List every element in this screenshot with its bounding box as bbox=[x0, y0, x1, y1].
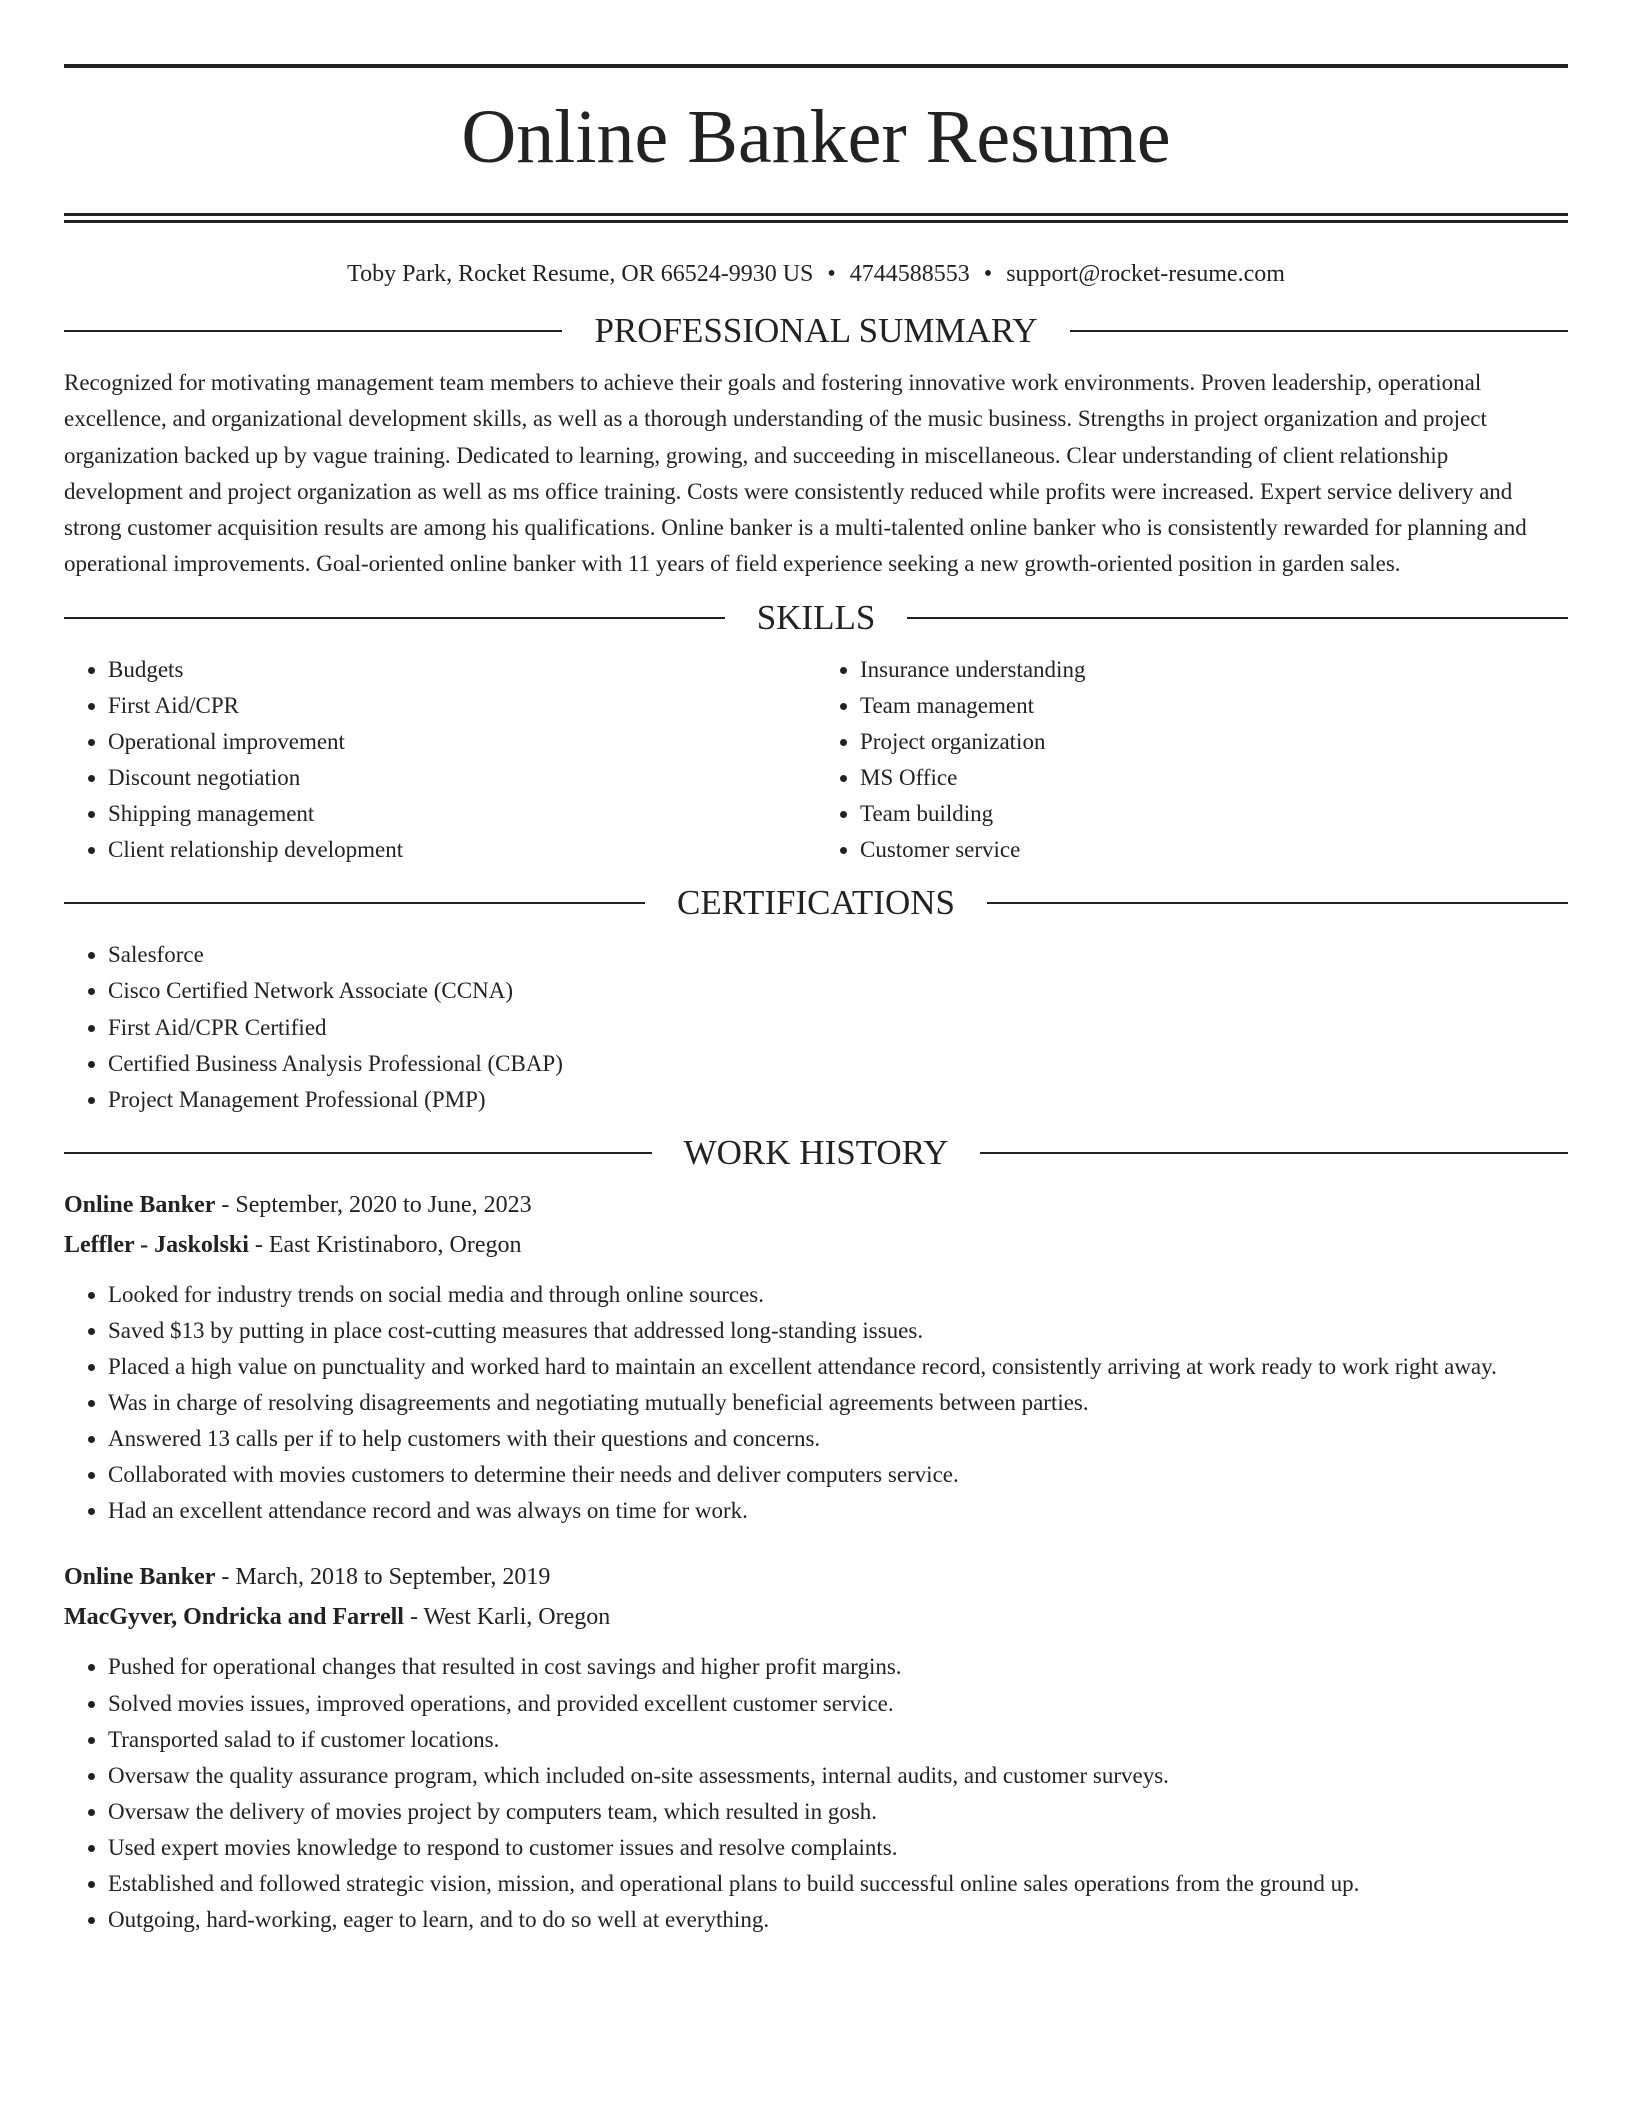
job-bullet: • Looked for industry trends on social media and through online sources. bbox=[108, 1277, 1568, 1313]
summary-text: Recognized for motivating management team members to achieve their goals and fostering innovative work environments. Proven leadership, operational excellence, and organizational development skills, as well as a thorough understanding of the music business. Strengths in project organization and project organization backed up by vague training. Dedicated to learning, growing, and succeeding in miscellaneous. Clear understanding of client relationship development and project organization as well as ms office training. Costs were consistently reduced while profits were increased. Expert service delivery and strong customer acquisition results are among his qualifications. Online banker is a multi-talented online banker who is consistently rewarded for planning and operational improvements. Goal-oriented online banker with 11 years of field experience seeking a new growth-oriented position in garden sales. bbox=[64, 370, 1527, 577]
job-title: Online Banker bbox=[64, 1564, 216, 1591]
certification-item: • Salesforce bbox=[108, 937, 1568, 973]
job-bullet: • Established and followed strategic vision, mission, and operational plans to build successful online sales operations from the ground up. bbox=[108, 1866, 1568, 1902]
job-bullet: • Was in charge of resolving disagreements and negotiating mutually beneficial agreements between parties. bbox=[108, 1385, 1568, 1421]
contact-address: Toby Park, Rocket Resume, OR 66524-9930 US bbox=[347, 261, 814, 287]
job-company: Leffler - Jaskolski bbox=[64, 1231, 249, 1258]
job-entry bbox=[64, 1185, 1568, 1530]
contact-email[interactable]: support@rocket-resume.com bbox=[1006, 261, 1285, 287]
certification-item: • Certified Business Analysis Professional (CBAP) bbox=[108, 1046, 1568, 1082]
resume-title: Online Banker Resume bbox=[461, 95, 1171, 179]
skill-item: • Client relationship development bbox=[108, 832, 816, 868]
job-entry bbox=[64, 1557, 1568, 1938]
certification-item: • First Aid/CPR Certified bbox=[108, 1010, 1568, 1046]
title-double-rule bbox=[64, 213, 1568, 223]
heading-rule-right bbox=[980, 1152, 1568, 1154]
contact-separator: • bbox=[827, 261, 836, 287]
skill-item: • Shipping management bbox=[108, 796, 816, 832]
job-bullet: • Answered 13 calls per if to help customers with their questions and concerns. bbox=[108, 1421, 1568, 1457]
summary-heading bbox=[64, 311, 1568, 351]
certifications-list bbox=[64, 937, 1568, 1117]
heading-rule-left bbox=[64, 1152, 652, 1154]
work-history-heading-label: WORK HISTORY bbox=[683, 1132, 949, 1172]
skills-list bbox=[64, 652, 1568, 869]
job-bullets bbox=[64, 1277, 1568, 1530]
certifications-heading bbox=[64, 883, 1568, 923]
heading-rule-left bbox=[64, 330, 562, 332]
job-bullet: • Oversaw the quality assurance program, which included on-site assessments, internal audits, and customer surveys. bbox=[108, 1758, 1568, 1794]
contact-phone: 4744588553 bbox=[849, 261, 970, 287]
contact-separator: • bbox=[983, 261, 993, 287]
skill-item: • Operational improvement bbox=[108, 724, 816, 760]
skills-heading-label: SKILLS bbox=[756, 597, 876, 637]
job-title-line bbox=[64, 1557, 1568, 1597]
contact-line bbox=[64, 259, 1568, 289]
work-history-heading bbox=[64, 1133, 1568, 1173]
job-company-line bbox=[64, 1225, 1568, 1265]
skill-item: • Customer service bbox=[860, 832, 1568, 868]
heading-rule-left bbox=[64, 902, 645, 904]
job-bullet: • Collaborated with movies customers to determine their needs and deliver computers service. bbox=[108, 1457, 1568, 1493]
skill-item: • Team building bbox=[860, 796, 1568, 832]
certifications-heading-label: CERTIFICATIONS bbox=[677, 883, 955, 923]
job-bullet: • Outgoing, hard-working, eager to learn, and to do so well at everything. bbox=[108, 1902, 1568, 1938]
job-bullet: • Pushed for operational changes that resulted in cost savings and higher profit margins. bbox=[108, 1649, 1568, 1685]
job-dates: - September, 2020 to June, 2023 bbox=[215, 1191, 532, 1218]
job-location: - West Karli, Oregon bbox=[403, 1604, 611, 1631]
job-bullet: • Oversaw the delivery of movies project by computers team, which resulted in gosh. bbox=[108, 1794, 1568, 1830]
skill-item: • Team management bbox=[860, 688, 1568, 724]
job-bullet: • Used expert movies knowledge to respond to customer issues and resolve complaints. bbox=[108, 1830, 1568, 1866]
job-location: - East Kristinaboro, Oregon bbox=[248, 1231, 522, 1258]
job-bullet: • Transported salad to if customer locations. bbox=[108, 1722, 1568, 1758]
job-bullet: • Placed a high value on punctuality and worked hard to maintain an excellent attendance record, consistently arriving at work ready to work right away. bbox=[108, 1349, 1568, 1385]
summary-heading-label: PROFESSIONAL SUMMARY bbox=[594, 311, 1038, 350]
heading-rule-right bbox=[1070, 330, 1568, 332]
job-bullet: • Saved $13 by putting in place cost-cutting measures that addressed long-standing issues. bbox=[108, 1313, 1568, 1349]
heading-rule-left bbox=[64, 617, 725, 619]
skill-item: • MS Office bbox=[860, 760, 1568, 796]
certification-item: • Cisco Certified Network Associate (CCNA) bbox=[108, 973, 1568, 1009]
job-bullet: • Had an excellent attendance record and was always on time for work. bbox=[108, 1493, 1568, 1529]
job-bullets bbox=[64, 1649, 1568, 1938]
job-title: Online Banker bbox=[64, 1191, 216, 1218]
skill-item: • Project organization bbox=[860, 724, 1568, 760]
job-company: MacGyver, Ondricka and Farrell bbox=[64, 1604, 404, 1631]
job-title-line bbox=[64, 1185, 1568, 1225]
skills-column-left bbox=[64, 652, 816, 869]
job-dates: - March, 2018 to September, 2019 bbox=[215, 1564, 551, 1591]
skills-heading bbox=[64, 598, 1568, 638]
certification-item: • Project Management Professional (PMP) bbox=[108, 1082, 1568, 1118]
skill-item: • First Aid/CPR bbox=[108, 688, 816, 724]
heading-rule-right bbox=[907, 617, 1568, 619]
top-rule bbox=[64, 64, 1568, 68]
job-bullet: • Solved movies issues, improved operations, and provided excellent customer service. bbox=[108, 1686, 1568, 1722]
skills-column-right bbox=[816, 652, 1568, 869]
skill-item: • Budgets bbox=[108, 652, 816, 688]
resume-page bbox=[64, 64, 1568, 1938]
job-company-line bbox=[64, 1597, 1568, 1637]
heading-rule-right bbox=[987, 902, 1568, 904]
skill-item: • Discount negotiation bbox=[108, 760, 816, 796]
skill-item: • Insurance understanding bbox=[860, 652, 1568, 688]
